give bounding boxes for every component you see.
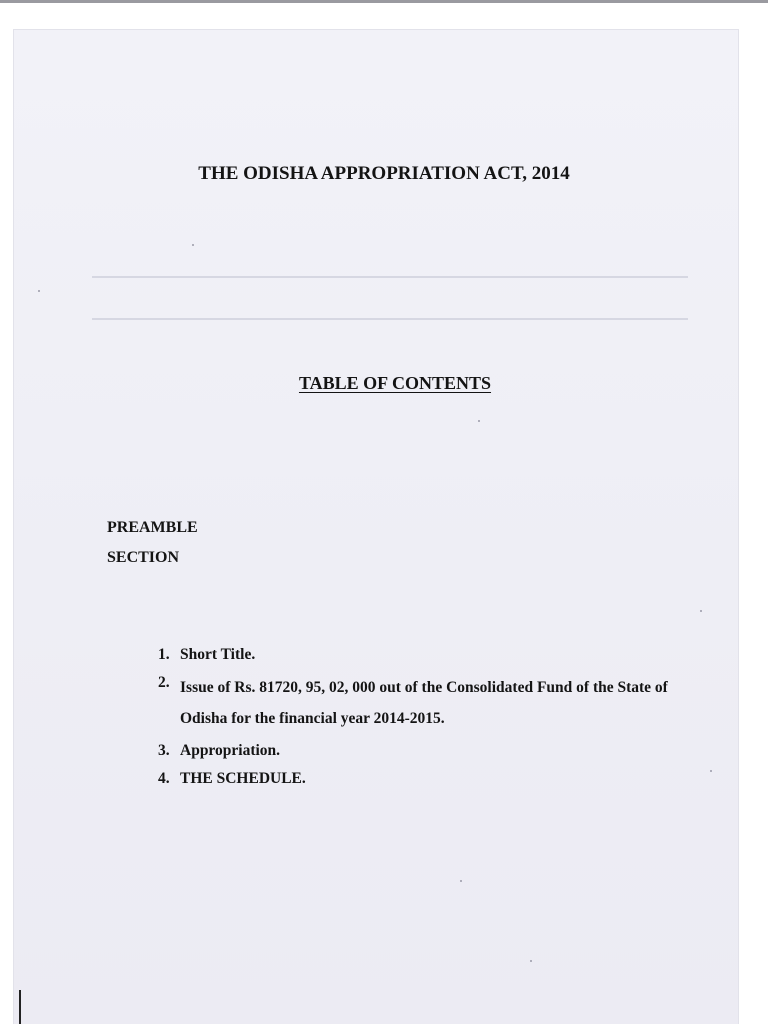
scan-margin-mark	[19, 990, 21, 1024]
scan-speck	[192, 244, 194, 246]
table-of-contents-heading: TABLE OF CONTENTS	[298, 373, 492, 393]
bleed-through-rule	[92, 276, 688, 278]
contents-item-text: THE SCHEDULE.	[180, 770, 306, 787]
bleed-through-rule	[92, 318, 688, 320]
scan-speck	[700, 610, 702, 612]
scan-speck	[460, 880, 462, 882]
contents-item	[158, 740, 678, 762]
contents-item-text: Issue of Rs. 81720, 95, 02, 000 out of the Consolidated Fund of the State of Odisha for the financial year 2014-2015.	[180, 679, 668, 727]
document-title: THE ODISHA APPROPRIATION ACT, 2014	[198, 162, 570, 184]
contents-item	[158, 768, 678, 790]
contents-item	[158, 672, 678, 734]
scan-top-edge	[0, 0, 768, 3]
scan-speck	[38, 290, 40, 292]
section-label: SECTION	[107, 549, 180, 566]
contents-item-text: Appropriation.	[180, 742, 281, 759]
contents-item-number: 1.	[158, 646, 170, 663]
contents-item-number: 2.	[158, 674, 170, 691]
scan-speck	[478, 420, 480, 422]
scan-speck	[530, 960, 532, 962]
contents-list	[158, 644, 678, 796]
contents-item-text: Short Title.	[180, 646, 256, 663]
contents-item-number: 4.	[158, 770, 170, 787]
contents-item	[158, 644, 678, 666]
preamble-label: PREAMBLE	[107, 519, 198, 536]
scan-speck	[710, 770, 712, 772]
contents-item-number: 3.	[158, 742, 170, 759]
